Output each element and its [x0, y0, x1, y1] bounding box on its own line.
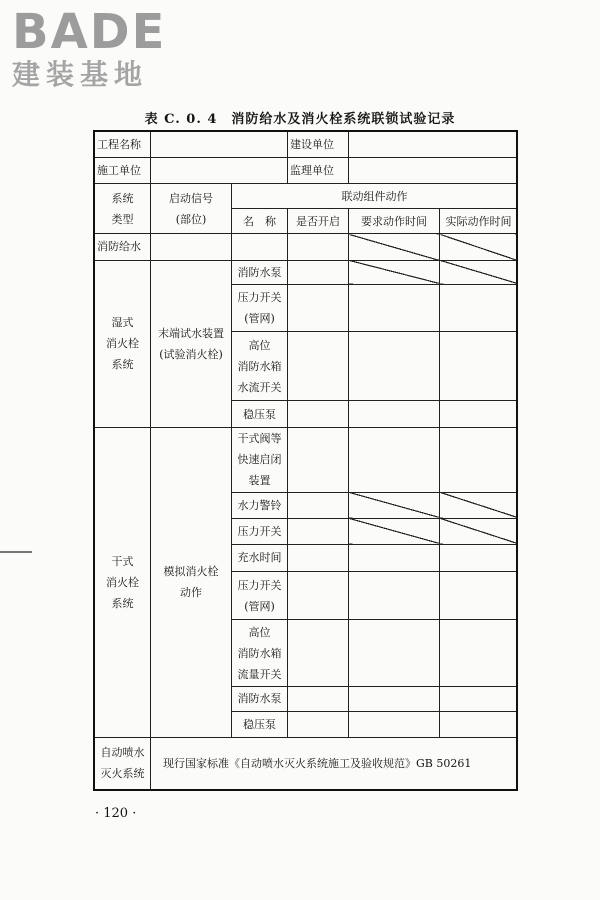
cell[interactable] — [349, 687, 440, 711]
start-signal-header: 启动信号 (部位) — [151, 184, 232, 234]
table-row — [95, 132, 518, 158]
component-name: 高位 消防水箱 水流开关 — [232, 331, 288, 400]
cell[interactable] — [288, 711, 349, 737]
component-name: 充水时间 — [232, 544, 288, 571]
cell[interactable] — [349, 331, 440, 400]
cell[interactable] — [288, 428, 349, 492]
cell[interactable] — [288, 620, 349, 687]
cell[interactable] — [288, 492, 349, 518]
cell[interactable] — [151, 234, 232, 260]
component-name: 水力警铃 — [232, 492, 288, 518]
contractor-label: 施工单位 — [95, 158, 151, 184]
sprinkler-note: 现行国家标准《自动喷水灭火系统施工及验收规范》GB 50261 — [151, 737, 518, 789]
cell[interactable] — [288, 571, 349, 619]
cell[interactable] — [288, 284, 349, 331]
component-name: 稳压泵 — [232, 401, 288, 428]
margin-mark — [0, 551, 32, 553]
cell[interactable] — [349, 544, 440, 571]
component-name: 压力开关 (管网) — [232, 571, 288, 619]
component-name: 干式阀等 快速启闭 装置 — [232, 428, 288, 492]
crossed-cell — [349, 234, 440, 260]
cell[interactable] — [288, 687, 349, 711]
project-name-field[interactable] — [151, 132, 288, 158]
contractor-field[interactable] — [151, 158, 288, 184]
cell[interactable] — [349, 428, 440, 492]
cell[interactable] — [349, 711, 440, 737]
cell[interactable] — [440, 331, 518, 400]
wet-system-label: 湿式 消火栓 系统 — [95, 260, 151, 428]
table-row — [95, 158, 518, 184]
crossed-cell — [440, 518, 518, 544]
cell[interactable] — [440, 544, 518, 571]
crossed-cell — [440, 492, 518, 518]
dry-signal-label: 模拟消火栓 动作 — [151, 428, 232, 737]
linkage-group-header: 联动组件动作 — [232, 184, 518, 209]
component-name: 消防水泵 — [232, 260, 288, 284]
crossed-cell — [349, 260, 440, 284]
crossed-cell — [440, 260, 518, 284]
supervisor-label: 监理单位 — [288, 158, 349, 184]
cell[interactable] — [349, 401, 440, 428]
cell[interactable] — [440, 428, 518, 492]
cell[interactable] — [440, 571, 518, 619]
actual-time-header: 实际动作时间 — [440, 209, 518, 234]
cell[interactable] — [349, 284, 440, 331]
required-time-header: 要求动作时间 — [349, 209, 440, 234]
construction-unit-label: 建设单位 — [288, 132, 349, 158]
cell[interactable] — [232, 234, 288, 260]
is-open-header: 是否开启 — [288, 209, 349, 234]
project-name-label: 工程名称 — [95, 132, 151, 158]
cell[interactable] — [288, 234, 349, 260]
table-row — [95, 737, 518, 789]
crossed-cell — [349, 518, 440, 544]
component-name: 压力开关 (管网) — [232, 284, 288, 331]
table-row — [95, 234, 518, 260]
cell[interactable] — [288, 544, 349, 571]
crossed-cell — [440, 234, 518, 260]
dry-system-label: 干式 消火栓 系统 — [95, 428, 151, 737]
table-row — [95, 184, 518, 209]
record-table — [94, 131, 518, 790]
crossed-cell — [349, 492, 440, 518]
cell[interactable] — [288, 260, 349, 284]
component-name: 高位 消防水箱 流量开关 — [232, 620, 288, 687]
system-type-header: 系统 类型 — [95, 184, 151, 234]
cell[interactable] — [440, 711, 518, 737]
supervisor-field[interactable] — [349, 158, 518, 184]
construction-unit-field[interactable] — [349, 132, 518, 158]
cell[interactable] — [440, 687, 518, 711]
table-row — [95, 260, 518, 284]
component-name: 压力开关 — [232, 518, 288, 544]
page-number: · 120 · — [95, 806, 137, 821]
cell[interactable] — [440, 620, 518, 687]
fire-water-supply-label: 消防给水 — [95, 234, 151, 260]
cell[interactable] — [440, 284, 518, 331]
cell[interactable] — [440, 401, 518, 428]
logo — [12, 6, 166, 92]
wet-signal-label: 末端试水装置 (试验消火栓) — [151, 260, 232, 428]
component-name: 稳压泵 — [232, 711, 288, 737]
name-header: 名 称 — [232, 209, 288, 234]
cell[interactable] — [288, 331, 349, 400]
cell[interactable] — [288, 518, 349, 544]
cell[interactable] — [349, 571, 440, 619]
table-row — [95, 428, 518, 492]
component-name: 消防水泵 — [232, 687, 288, 711]
cell[interactable] — [349, 620, 440, 687]
logo-brand: BADE — [12, 4, 167, 60]
sprinkler-label: 自动喷水 灭火系统 — [95, 737, 151, 789]
logo-subtitle: 建装基地 — [12, 58, 149, 91]
table-caption: 表 C. 0. 4 消防给水及消火栓系统联锁试验记录 — [144, 112, 456, 127]
cell[interactable] — [288, 401, 349, 428]
